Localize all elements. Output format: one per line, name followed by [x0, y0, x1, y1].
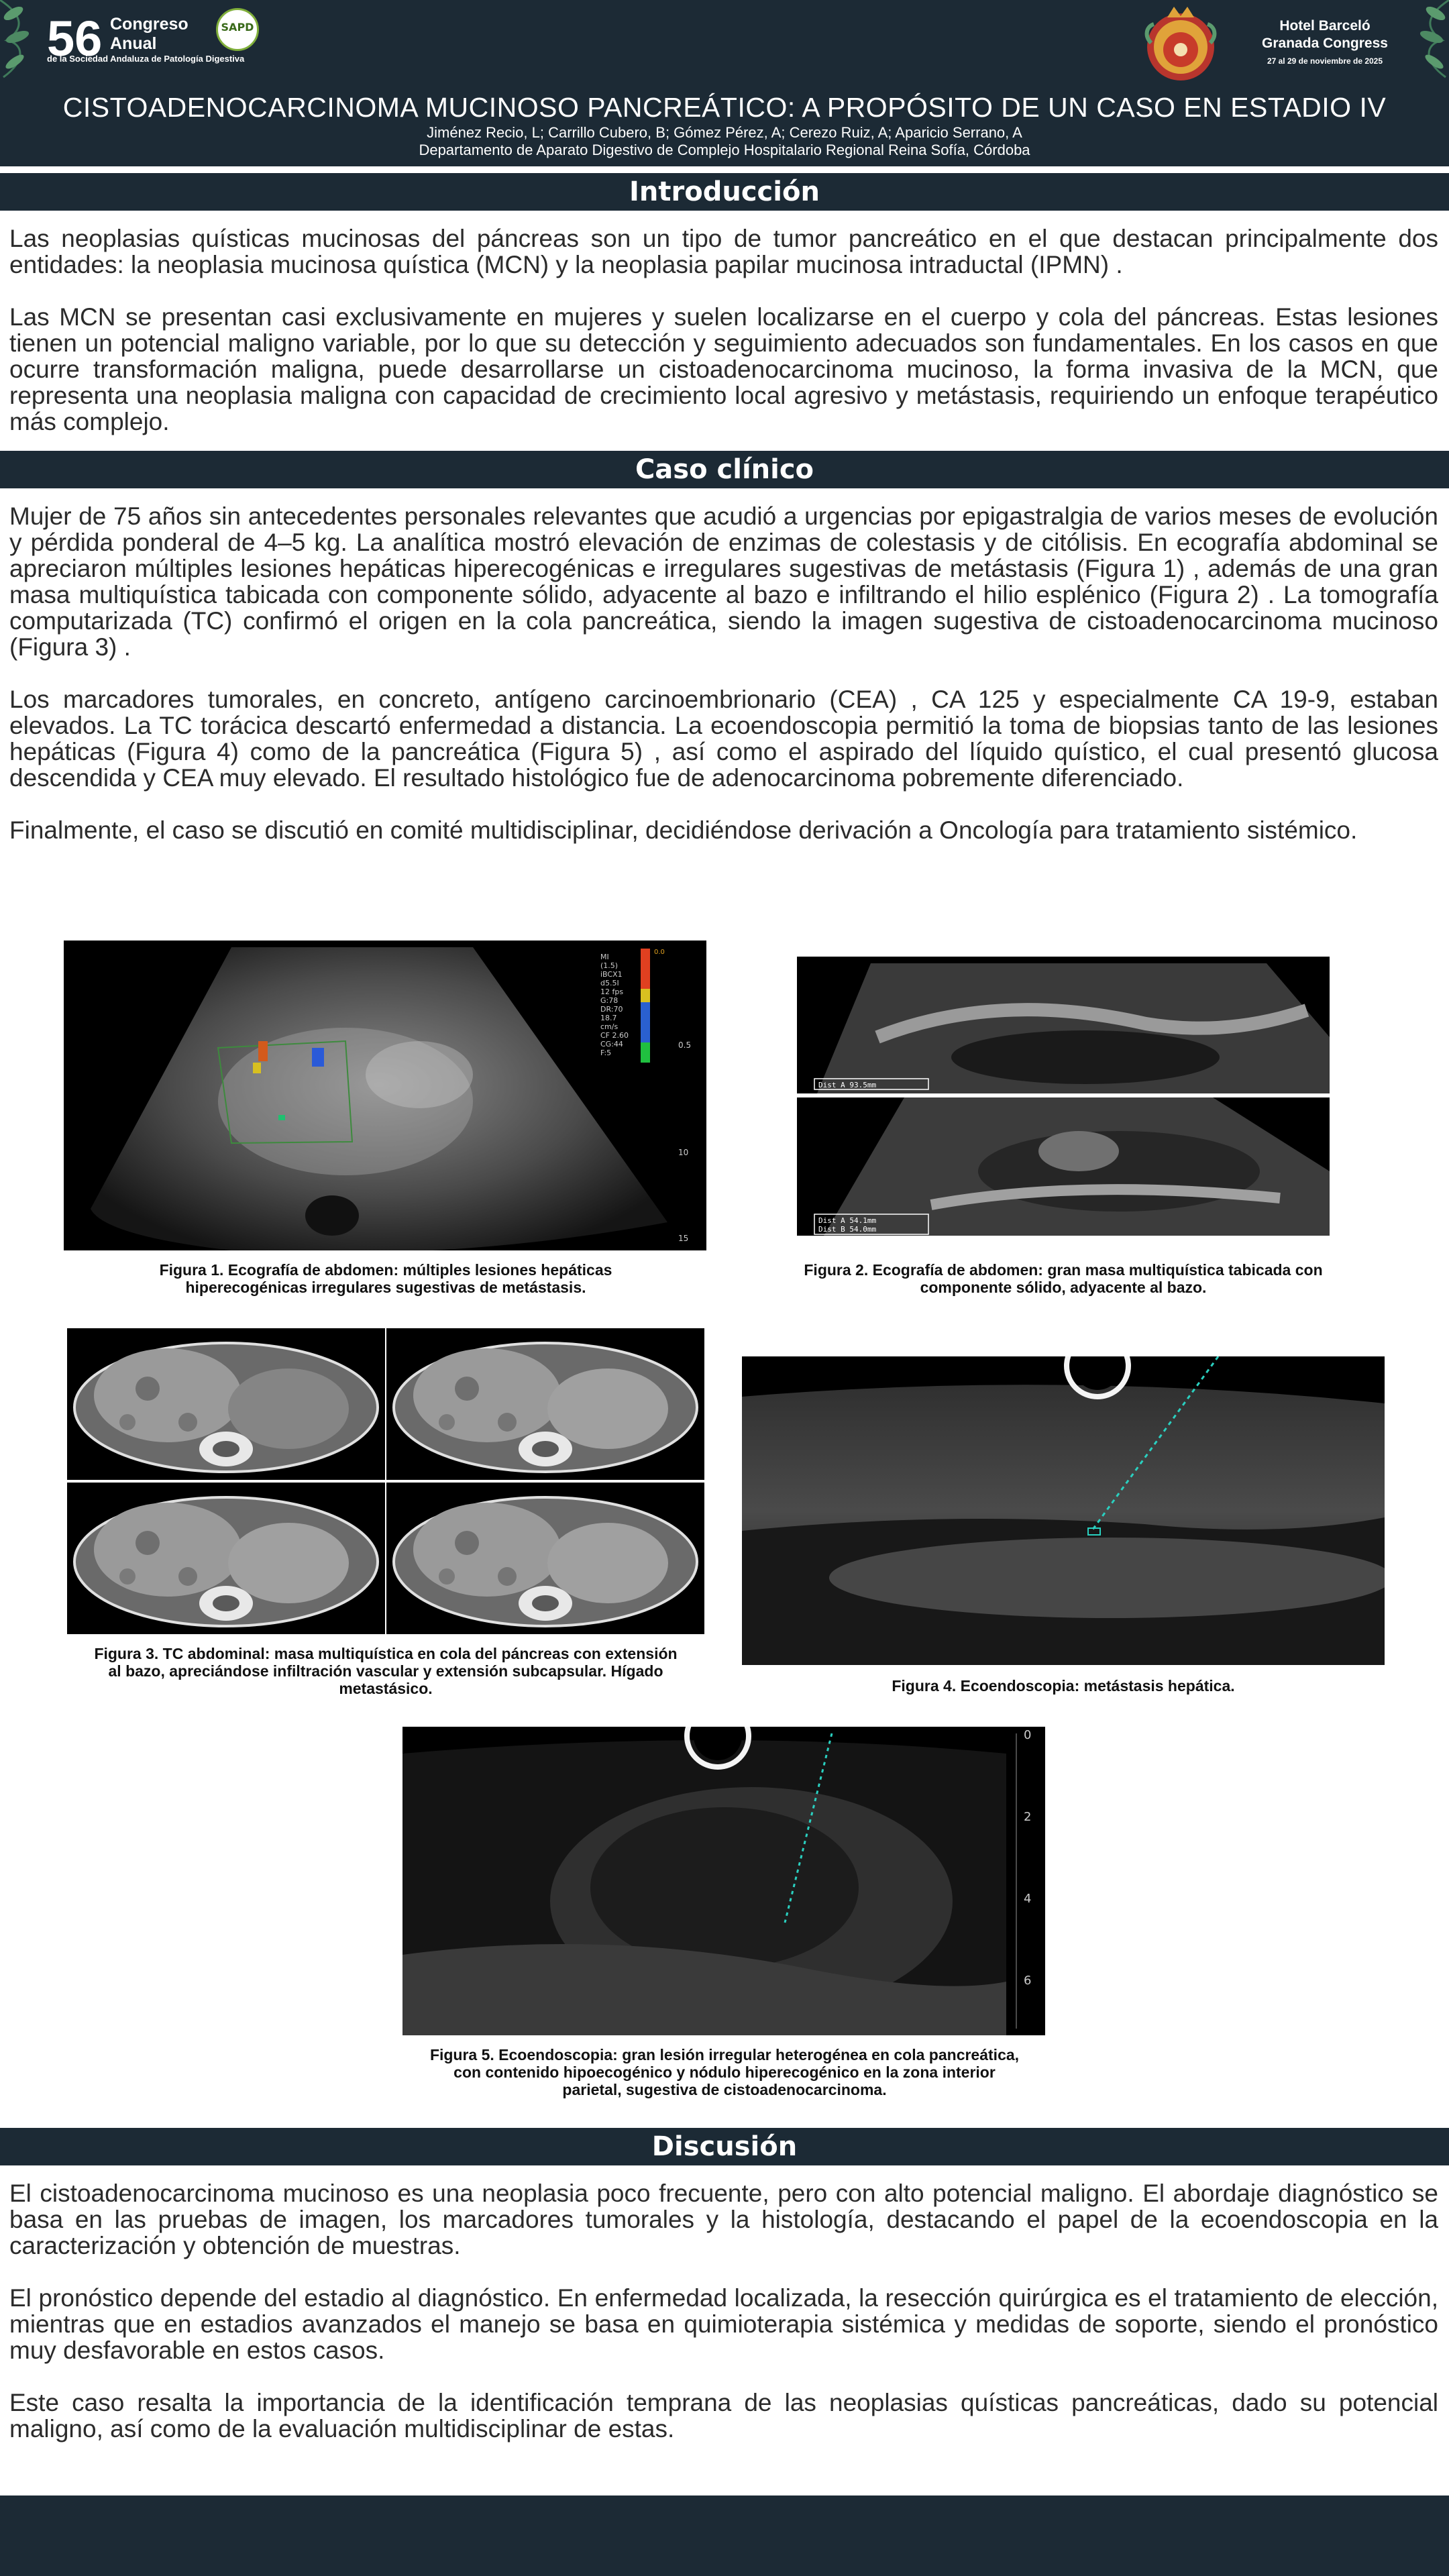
fig1-readout-line: CF 2.60 — [600, 1031, 629, 1040]
figure-1 — [64, 941, 708, 1296]
discussion-paragraph-2: El pronóstico depende del estadio al diagnóstico. En enfermedad localizada, la resección quirúrgica es el tratamiento de elección, mientras que en estadios avanzados el manejo se basa en quimioterapia sistémica y medidas de soporte, siendo el pronóstico muy desfavorable en estos casos. — [9, 2284, 1438, 2364]
discussion-paragraph-3: Este caso resalta la importancia de la identificación temprana de las neoplasias quísticas pancreáticas, dado su potencial maligno, así como de la evaluación multidisciplinar de estas. — [9, 2389, 1438, 2443]
congress-label: Congreso Anual — [110, 15, 189, 53]
case-paragraph-1: Mujer de 75 años sin antecedentes personales relevantes que acudió a urgencias por epigastralgia de varios meses de evolución y pérdida ponderal de 4–5 kg. La analítica mostró elevación de enzimas de colestasis y de citólisis. En ecografía abdominal se apreciaron múltiples lesiones hepáticas hiperecogénicas e irregulares sugestivas de metástasis (Figura 1) , además de una gran masa multiquística tabicada con componente sólido, adyacente al bazo e infiltrando el hilio esplénico (Figura 2) . La tomografía computarizada (TC) confirmó el origen en la cola pancreática, siendo la imagen sugestiva de cistoadenocarcinoma mucinoso (Figura 3) . — [9, 502, 1438, 661]
figure-3-image — [67, 1328, 704, 1634]
figure-3-caption: Figura 3. TC abdominal: masa multiquística en cola del páncreas con extensión al bazo, apreciándose infiltración vascular y extensión subcapsular. Hígado metastásico. — [94, 1645, 678, 1697]
fig1-readout-line: DR:70 — [600, 1005, 623, 1014]
figure-1-image — [64, 941, 706, 1250]
fig2-measure-a: Dist A 54.1mm — [818, 1216, 877, 1225]
figure-4-image — [742, 1356, 1385, 1665]
fig2-measure-b: Dist B 54.0mm — [818, 1225, 877, 1234]
congress-number: 56 — [47, 11, 103, 66]
fig5-depth-label: 4 — [1024, 1892, 1032, 1906]
figure-1-caption: Figura 1. Ecografía de abdomen: múltiples lesiones hepáticas hiperecogénicas irregulares sugestivas de metástasis. — [159, 1261, 612, 1296]
society-name: de la Sociedad Andaluza de Patología Digestiva — [47, 54, 245, 64]
fig1-readout-line: (1.5) — [600, 961, 619, 970]
figure-4 — [742, 1356, 1386, 1699]
figure-2-image-bottom — [797, 1097, 1330, 1236]
venue-dates: 27 al 29 de noviembre de 2025 — [1267, 56, 1383, 66]
poster-affiliation: Departamento de Aparato Digestivo de Complejo Hospitalario Regional Reina Sofía, Córdoba — [419, 142, 1030, 158]
fig1-readout-line: d5.5I — [600, 979, 619, 987]
ct-panel — [386, 1483, 704, 1634]
title-block — [0, 91, 1449, 159]
ct-panel — [67, 1328, 385, 1480]
fig1-readout-line: G:78 — [600, 996, 619, 1005]
venue-info — [1241, 17, 1409, 66]
figure-4-caption: Figura 4. Ecoendoscopia: metástasis hepática. — [892, 1677, 1235, 1695]
fig1-depth-label: 15 — [678, 1234, 689, 1243]
figure-2 — [797, 957, 1331, 1299]
sapd-logo-icon: SAPD — [216, 8, 259, 51]
poster-header — [0, 0, 1449, 166]
fig1-depth-label: 10 — [678, 1148, 689, 1157]
case-paragraph-3: Finalmente, el caso se discutió en comité multidisciplinar, decidiéndose derivación a Oncología para tratamiento sistémico. — [9, 816, 1358, 844]
fig2-measure-top: Dist A 93.5mm — [818, 1081, 877, 1089]
case-text — [9, 503, 1438, 843]
fig1-readout-line: MI — [600, 953, 609, 961]
fig1-readout-line: cm/s — [600, 1022, 619, 1031]
section-heading-intro: Introducción — [0, 173, 1449, 211]
figure-2-image-top — [797, 957, 1330, 1093]
fig1-readout-line: F:5 — [600, 1049, 612, 1057]
figure-5-image — [402, 1727, 1045, 2035]
poster-authors: Jiménez Recio, L; Carrillo Cubero, B; Gómez Pérez, A; Cerezo Ruiz, A; Aparicio Serrano, A — [427, 124, 1022, 141]
venue-name-line2: Granada Congress — [1262, 36, 1388, 51]
fig5-depth-label: 2 — [1024, 1810, 1032, 1824]
discussion-text — [9, 2180, 1438, 2442]
fig1-readout-line: CG:44 — [600, 1040, 623, 1049]
fig5-depth-label: 6 — [1024, 1974, 1032, 1988]
intro-paragraph-1: Las neoplasias quísticas mucinosas del páncreas son un tipo de tumor pancreático en el que destacan principalmente dos entidades: la neoplasia mucinosa quística (MCN) y la neoplasia papilar mucinosa intraductal (IPMN) . — [9, 225, 1438, 278]
section-heading-case: Caso clínico — [0, 451, 1449, 488]
case-paragraph-2: Los marcadores tumorales, en concreto, antígeno carcinoembrionario (CEA) , CA 125 y especialmente CA 19-9, estaban elevados. La TC torácica descartó enfermedad a distancia. La ecoendoscopia permitió la toma de biopsias tanto de las lesiones hepáticas (Figura 4) como de la pancreática (Figura 5) , así como el aspirado del líquido quístico, el cual presentó glucosa descendida y CEA muy elevado. El resultado histológico fue de adenocarcinoma pobremente diferenciado. — [9, 686, 1438, 792]
figure-5-caption: Figura 5. Ecoendoscopia: gran lesión irregular heterogénea en cola pancreática, con contenido hipoecogénico y nódulo hiperecogénico en la zona interior parietal, sugestiva de cistoadenocarcinoma. — [429, 2046, 1020, 2098]
figure-5 — [402, 1727, 1046, 2102]
ct-panel — [67, 1483, 385, 1634]
fig1-depth-label: 0.5 — [678, 1040, 692, 1050]
intro-paragraph-2: Las MCN se presentan casi exclusivamente en mujeres y suelen localizarse en el cuerpo y cola del páncreas. Estas lesiones tienen un potencial maligno variable, por lo que su detección y seguimiento adecuados son fundamentales. En los casos en que ocurre transformación maligna, puede desarrollarse un cistoadenocarcinoma mucinoso, la forma invasiva de la MCN, que representa una neoplasia maligna con capacidad de crecimiento local agresivo y metástasis, requiriendo un enfoque terapéutico más complejo. — [9, 303, 1438, 435]
venue-name-line1: Hotel Barceló — [1279, 18, 1371, 34]
figure-3 — [67, 1328, 704, 1704]
intro-text — [9, 225, 1438, 435]
poster-title: CISTOADENOCARCINOMA MUCINOSO PANCREÁTICO: A PROPÓSITO DE UN CASO EN ESTADIO IV — [62, 92, 1387, 123]
leaf-decoration-icon — [0, 0, 40, 80]
poster-footer — [0, 2496, 1449, 2576]
section-heading-discussion: Discusión — [0, 2128, 1449, 2165]
ct-panel — [386, 1328, 704, 1480]
fig5-depth-label: 0 — [1024, 1728, 1032, 1742]
leaf-decoration-icon — [1409, 0, 1449, 80]
granada-emblem-icon — [1140, 3, 1221, 86]
discussion-paragraph-1: El cistoadenocarcinoma mucinoso es una neoplasia poco frecuente, pero con alto potencial maligno. El abordaje diagnóstico se basa en las pruebas de imagen, los marcadores tumorales y la histología, destacando el papel de la ecoendoscopia en la caracterización y obtención de muestras. — [9, 2180, 1438, 2259]
fig1-readout-line: 12 fps — [600, 987, 624, 996]
fig1-readout-line: iBCX1 — [600, 970, 623, 979]
figure-2-caption: Figura 2. Ecografía de abdomen: gran masa multiquística tabicada con componente sólido, adyacente al bazo. — [804, 1261, 1323, 1296]
fig1-scale-top: 0.0 — [654, 949, 665, 956]
fig1-readout-line: 18.7 — [600, 1014, 617, 1022]
